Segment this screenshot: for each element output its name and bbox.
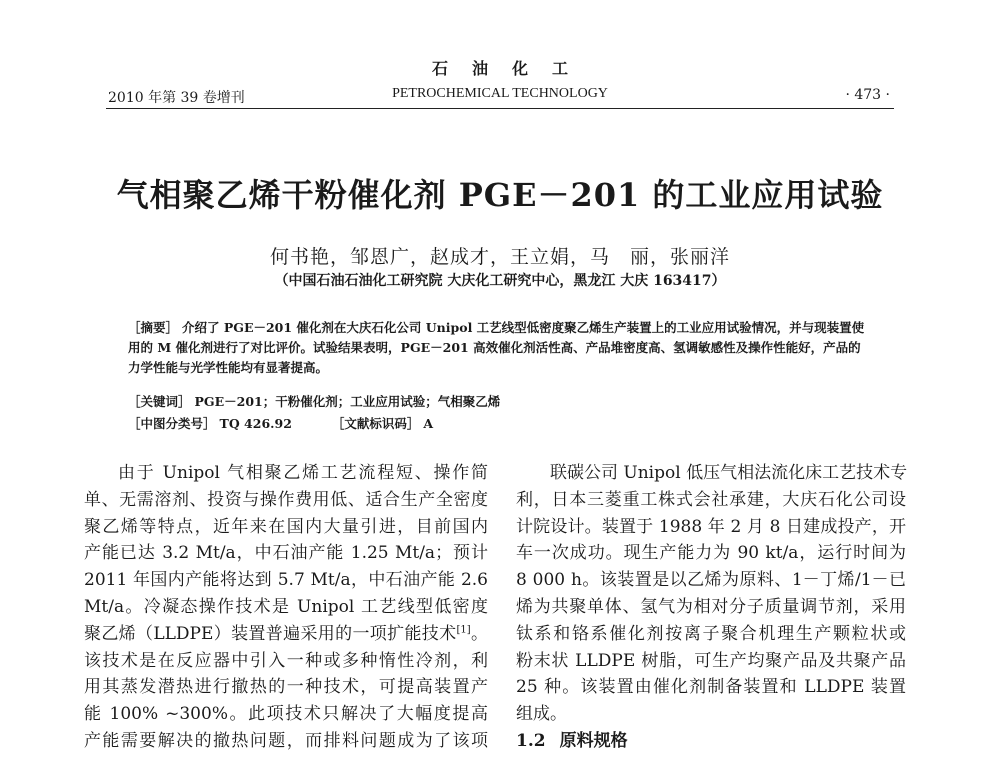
classification [128,414,878,434]
body-line: 烯为共聚单体、氢气为相对分子质量调节剂，采用 [516,596,906,617]
header-rule [106,108,894,109]
abstract-line: 力学性能与光学性能均有显著提高。 [128,360,329,375]
body-line: 单、无需溶剂、投资与操作费用低、适合生产全密度 [84,489,488,510]
body-column-right [516,460,906,755]
citation-ref: [1] [456,624,471,636]
body-line: 联碳公司 Unipol 低压气相法流化床工艺技术专 [550,463,908,483]
citation-tail: 。 [470,623,488,644]
paper-title: 气相聚乙烯干粉催化剂 PGE－201 的工业应用试验 [116,176,884,214]
section-title: 原料规格 [559,730,628,751]
body-line: 8 000 h。该装置是以乙烯为原料、1－丁烯/1－已 [516,570,906,591]
abstract-line: 介绍了 PGE－201 催化剂在大庆石化公司 Unipol 工艺线型低密度聚乙烯生产装置上的工业应用试验情况，并与现装置使 [182,320,865,335]
body-line: 产能需要解决的撤热问题，而排料问题成为了该项 [84,730,488,751]
journal-name-english: PETROCHEMICAL TECHNOLOGY [392,86,608,101]
issue-info: 2010 年第 39 卷增刊 [108,90,245,106]
body-line: 钛系和铬系催化剂按离子聚合机理生产颗粒状或 [516,623,906,644]
keywords [128,392,878,412]
author-list: 何书艳，邹恩广，赵成才，王立娟，马 丽，张丽洋 [269,246,730,268]
doc-code-label: ［文献标识码］ [331,416,420,431]
abstract-line: 用的 M 催化剂进行了对比评价。试验结果表明，PGE－201 高效催化剂活性高、产品堆密度高、氢调敏感性及操作性能好，产品的 [128,340,861,355]
body-line: 组成。 [516,704,567,725]
body-line: 该技术是在反应器中引入一种或多种惰性冷剂，利 [84,650,488,671]
body-line: 计院设计。装置于 1988 年 2 月 8 日建成投产，开 [516,516,906,537]
body-line: 用其蒸发潜热进行撤热的一种技术，可提高装置产 [84,677,488,698]
clc-label: ［中图分类号］ [128,416,216,431]
body-line: 粉末状 LLDPE 树脂，可生产均聚产品及共聚产品 [516,650,906,671]
body-line: 车一次成功。现生产能力为 90 kt/a，运行时间为 [516,543,906,564]
clc-value: TQ 426.92 [219,416,292,431]
body-line [84,621,488,648]
body-line: 25 种。该装置由催化剂制备装置和 LLDPE 装置 [516,677,906,698]
body-line: 能 100% ~300%。此项技术只解决了大幅度提高 [84,704,488,725]
body-column-left [84,460,488,755]
body-line: 2011 年国内产能将达到 5.7 Mt/a，中石油产能 2.6 [84,570,488,591]
page-number: · 473 · [845,87,890,103]
keywords-text: PGE－201；干粉催化剂；工业应用试验；气相聚乙烯 [194,394,501,409]
body-line: 聚乙烯等特点，近年来在国内大量引进，目前国内 [84,516,488,537]
body-line: 产能已达 3.2 Mt/a，中石油产能 1.25 Mt/a；预计 [84,543,488,564]
abstract-label: ［摘要］ [128,320,179,335]
body-line: 利，日本三菱重工株式会社承建，大庆石化公司设 [516,489,906,510]
doc-code-value: A [423,416,434,431]
body-line: Mt/a。冷凝态操作技术是 Unipol 工艺线型低密度 [84,596,488,617]
body-line-text: 聚乙烯（LLDPE）装置普遍采用的一项扩能技术 [84,623,457,644]
body-line: 由于 Unipol 气相聚乙烯工艺流程短、操作简 [118,463,488,483]
section-heading [516,728,906,755]
affiliation: （中国石油石油化工研究院 大庆化工研究中心，黑龙江 大庆 163417） [274,273,726,289]
journal-name-chinese: 石油化工 [431,59,592,78]
abstract [128,318,878,378]
section-number: 1.2 [516,730,546,751]
keywords-label: ［关键词］ [128,394,191,409]
